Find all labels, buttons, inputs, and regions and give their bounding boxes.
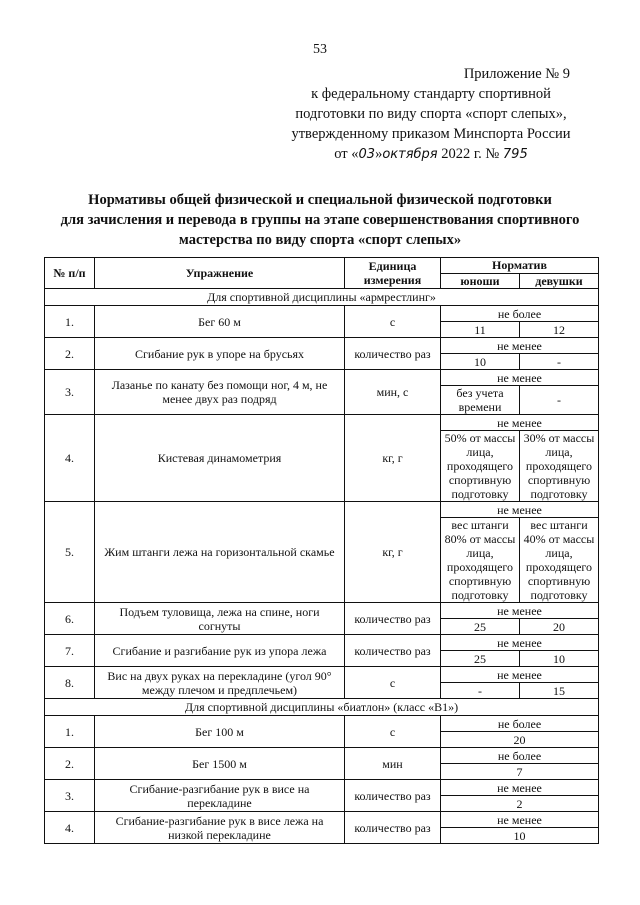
row-number: 4. <box>45 415 95 502</box>
section-row <box>45 699 599 716</box>
value-girls: 20 <box>520 619 599 635</box>
section-row <box>45 289 599 306</box>
unit: количество раз <box>345 635 441 667</box>
appendix-line: к федеральному стандарту спортивной <box>311 86 551 102</box>
row-number: 3. <box>45 370 95 415</box>
table-row <box>45 603 599 619</box>
table-row <box>45 748 599 764</box>
unit: кг, г <box>345 415 441 502</box>
row-number: 2. <box>45 748 95 780</box>
date-sep: » <box>375 146 383 162</box>
value-girls: вес штанги 40% от массы лица, проходящего спортивную подготовку <box>520 518 599 603</box>
table-row <box>45 338 599 354</box>
unit: с <box>345 306 441 338</box>
exercise-name: Кистевая динамометрия <box>95 415 345 502</box>
value-boys: 11 <box>441 322 520 338</box>
row-number: 8. <box>45 667 95 699</box>
title-line: для зачисления и перевода в группы на этапе совершенствования спортивного <box>60 212 580 228</box>
row-number: 5. <box>45 502 95 603</box>
section-title: Для спортивной дисциплины «биатлон» (класс «В1») <box>45 699 599 716</box>
unit: количество раз <box>345 338 441 370</box>
table-row <box>45 780 599 796</box>
section-title: Для спортивной дисциплины «армрестлинг» <box>45 289 599 306</box>
table-row <box>45 306 599 322</box>
row-number: 2. <box>45 338 95 370</box>
value-all: 7 <box>441 764 599 780</box>
page-number: 53 <box>313 42 327 57</box>
value-girls: 15 <box>520 683 599 699</box>
value-boys: без учета времени <box>441 386 520 415</box>
unit: с <box>345 716 441 748</box>
header-norm: Норматив <box>441 258 599 274</box>
date-prefix: от « <box>334 146 359 162</box>
value-girls: 12 <box>520 322 599 338</box>
title-line: Нормативы общей физической и специальной физической подготовки <box>88 192 552 208</box>
table-row <box>45 812 599 828</box>
appendix-title: Приложение № 9 <box>463 66 570 82</box>
header-num: № п/п <box>45 258 95 289</box>
date-year: 2022 г. № <box>437 146 503 162</box>
norm-condition: не менее <box>441 338 599 354</box>
handwritten-month: октября <box>382 147 438 162</box>
norm-condition: не менее <box>441 812 599 828</box>
norm-condition: не менее <box>441 502 599 518</box>
table-row <box>45 635 599 651</box>
appendix-date-line <box>266 144 596 165</box>
row-number: 1. <box>45 306 95 338</box>
exercise-name: Сгибание-разгибание рук в висе на перекладине <box>95 780 345 812</box>
table-row <box>45 415 599 431</box>
value-girls: 30% от массы лица, проходящего спортивную подготовку <box>520 431 599 502</box>
row-number: 3. <box>45 780 95 812</box>
exercise-name: Подъем туловища, лежа на спине, ноги согнуты <box>95 603 345 635</box>
norm-condition: не менее <box>441 415 599 431</box>
exercise-name: Сгибание и разгибание рук из упора лежа <box>95 635 345 667</box>
table-header-row <box>45 258 599 274</box>
norm-condition: не менее <box>441 780 599 796</box>
value-boys: 25 <box>441 619 520 635</box>
exercise-name: Сгибание рук в упоре на брусьях <box>95 338 345 370</box>
value-all: 10 <box>441 828 599 844</box>
appendix-line: утвержденному приказом Минспорта России <box>291 126 571 142</box>
unit: количество раз <box>345 603 441 635</box>
exercise-name: Бег 1500 м <box>95 748 345 780</box>
norm-condition: не более <box>441 748 599 764</box>
header-girls: девушки <box>520 273 599 289</box>
value-girls: - <box>520 354 599 370</box>
norm-condition: не менее <box>441 603 599 619</box>
value-girls: 10 <box>520 651 599 667</box>
norm-condition: не более <box>441 306 599 322</box>
document-title <box>40 190 600 250</box>
title-line: мастерства по виду спорта «спорт слепых» <box>178 232 462 248</box>
exercise-name: Бег 60 м <box>95 306 345 338</box>
norm-condition: не менее <box>441 667 599 683</box>
exercise-name: Сгибание-разгибание рук в висе лежа на низкой перекладине <box>95 812 345 844</box>
header-boys: юноши <box>441 273 520 289</box>
value-boys: 10 <box>441 354 520 370</box>
table-row <box>45 716 599 732</box>
unit: с <box>345 667 441 699</box>
value-boys: вес штанги 80% от массы лица, проходящего спортивную подготовку <box>441 518 520 603</box>
header-exercise: Упражнение <box>95 258 345 289</box>
table-row <box>45 667 599 683</box>
exercise-name: Вис на двух руках на перекладине (угол 90° между плечом и предплечьем) <box>95 667 345 699</box>
unit: количество раз <box>345 780 441 812</box>
row-number: 6. <box>45 603 95 635</box>
handwritten-order-number: 795 <box>502 147 528 162</box>
value-boys: - <box>441 683 520 699</box>
value-all: 20 <box>441 732 599 748</box>
row-number: 4. <box>45 812 95 844</box>
unit: кг, г <box>345 502 441 603</box>
norm-condition: не менее <box>441 635 599 651</box>
value-boys: 25 <box>441 651 520 667</box>
row-number: 7. <box>45 635 95 667</box>
value-all: 2 <box>441 796 599 812</box>
norm-condition: не более <box>441 716 599 732</box>
exercise-name: Бег 100 м <box>95 716 345 748</box>
norms-table <box>44 257 599 844</box>
value-boys: 50% от массы лица, проходящего спортивную подготовку <box>441 431 520 502</box>
table-row <box>45 370 599 386</box>
exercise-name: Лазанье по канату без помощи ног, 4 м, не менее двух раз подряд <box>95 370 345 415</box>
table-row <box>45 502 599 518</box>
unit: количество раз <box>345 812 441 844</box>
row-number: 1. <box>45 716 95 748</box>
appendix-line: подготовки по виду спорта «спорт слепых», <box>295 106 567 122</box>
exercise-name: Жим штанги лежа на горизонтальной скамье <box>95 502 345 603</box>
norm-condition: не менее <box>441 370 599 386</box>
value-girls: - <box>520 386 599 415</box>
appendix-block <box>266 64 596 165</box>
unit: мин <box>345 748 441 780</box>
unit: мин, с <box>345 370 441 415</box>
header-unit: Единица измерения <box>345 258 441 289</box>
handwritten-day: 03 <box>358 147 376 162</box>
table-body <box>45 289 599 844</box>
